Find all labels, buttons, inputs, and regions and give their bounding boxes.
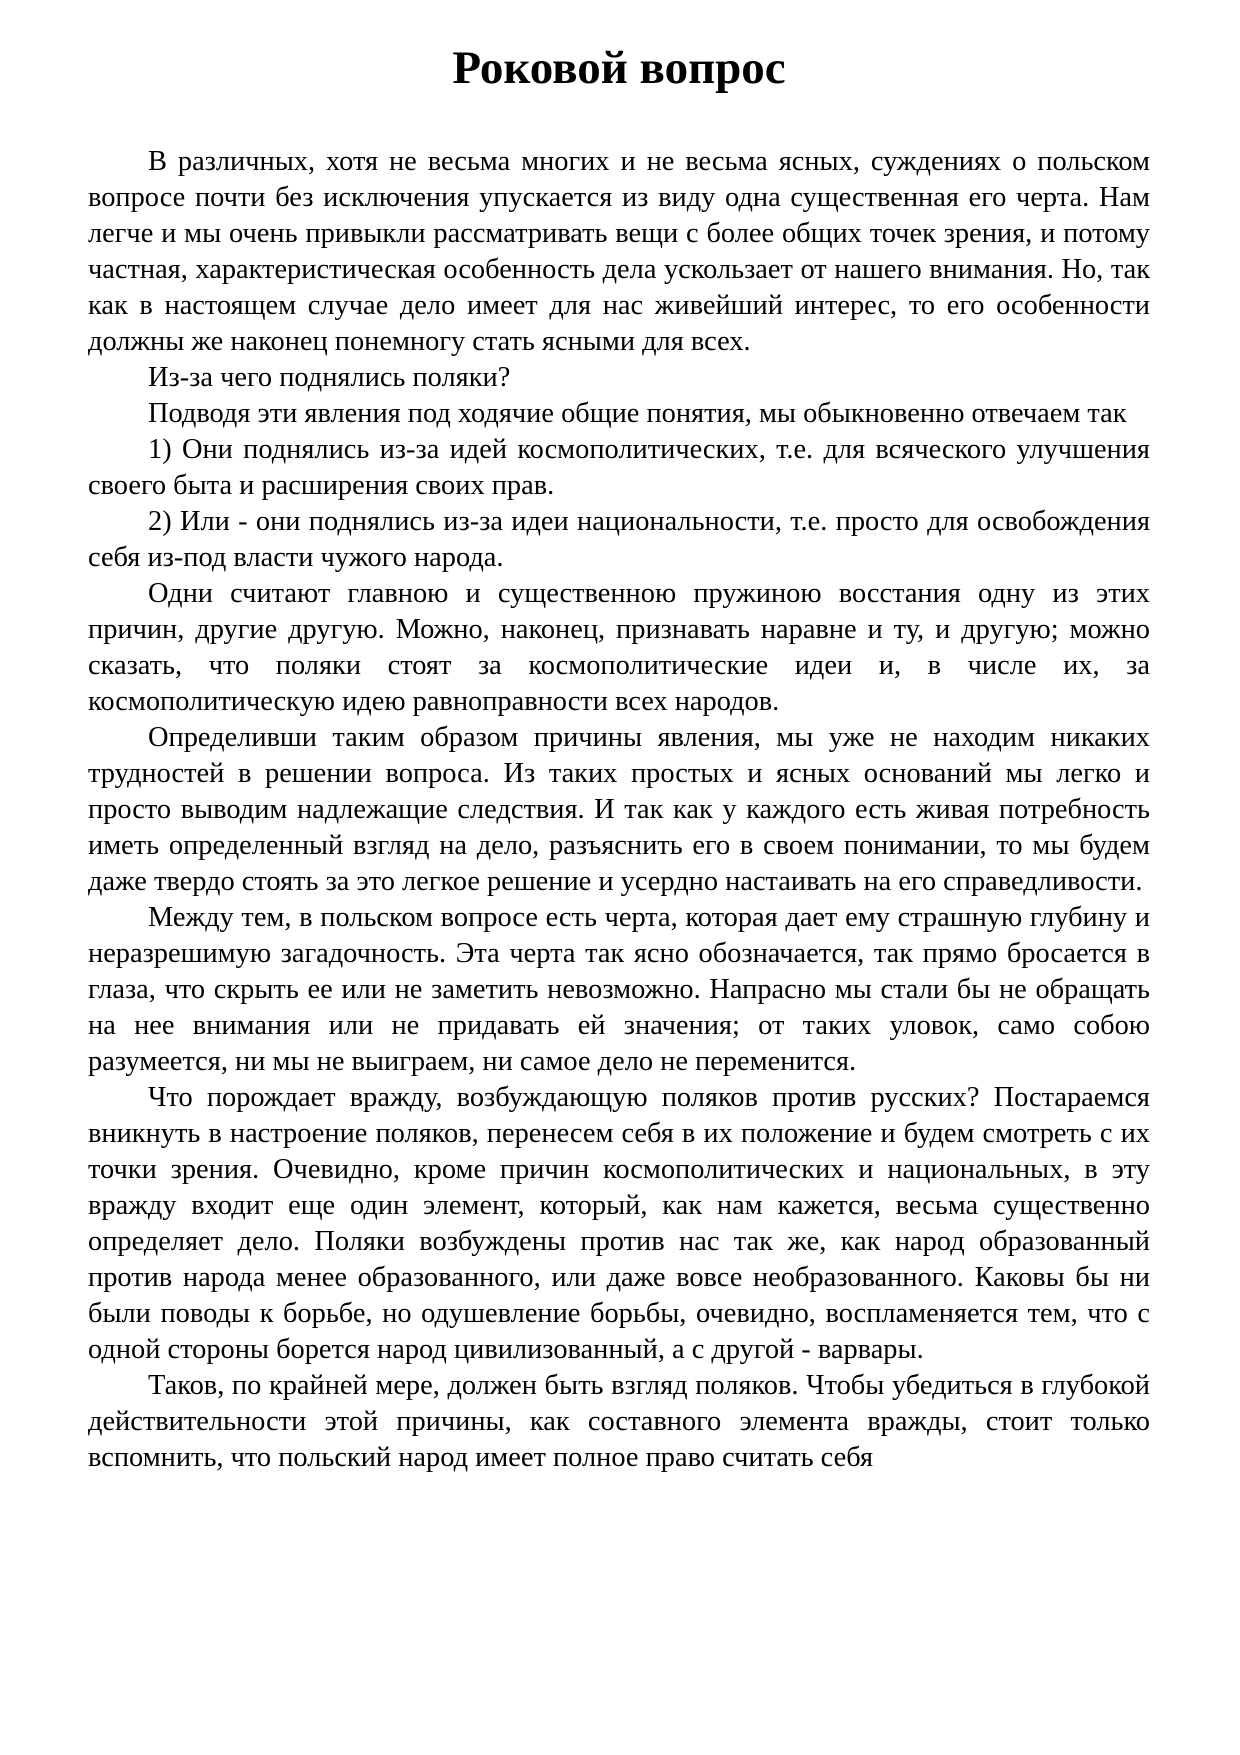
document-title: Роковой вопрос xyxy=(452,42,786,94)
paragraph: Что порождает вражду, возбуждающую поляков против русских? Постараемся вникнуть в настроение поляков, перенесем себя в их положение и будем смотреть с их точки зрения. Очевидно, кроме причин космополитических и национальных, в эту вражду входит еще один элемент, который, как нам кажется, весьма существенно определяет дело. Поляки возбуждены против нас так же, как народ образованный против народа менее образованного, или даже вовсе необразованного. Каковы бы ни были поводы к борьбе, но одушевление борьбы, очевидно, воспламеняется тем, что с одной стороны борется народ цивилизованный, а с другой - варвары. xyxy=(88,1082,1150,1366)
paragraph: Из-за чего поднялись поляки? xyxy=(148,362,511,394)
paragraph: 1) Они поднялись из-за идей космополитических, т.е. для всяческого улучшения своего быта и расширения своих прав. xyxy=(88,434,1150,502)
paragraph: Подводя эти явления под ходячие общие понятия, мы обыкновенно отвечаем так xyxy=(148,398,1127,430)
paragraph: Таков, по крайней мере, должен быть взгляд поляков. Чтобы убедиться в глубокой действительности этой причины, как составного элемента вражды, стоит только вспомнить, что польский народ имеет полное право считать себя xyxy=(88,1370,1150,1474)
paragraph: В различных, хотя не весьма многих и не весьма ясных, суждениях о польском вопросе почти без исключения упускается из виду одна существенная его черта. Нам легче и мы очень привыкли рассматривать вещи с более общих точек зрения, и потому частная, характеристическая особенность дела ускользает от нашего внимания. Но, так как в настоящем случае дело имеет для нас живейший интерес, то его особенности должны же наконец понемногу стать ясными для всех. xyxy=(88,146,1150,358)
paragraph: 2) Или - они поднялись из-за идеи национальности, т.е. просто для освобождения себя из-под власти чужого народа. xyxy=(88,506,1150,574)
paragraph: Определивши таким образом причины явления, мы уже не находим никаких трудностей в решении вопроса. Из таких простых и ясных оснований мы легко и просто выводим надлежащие следствия. И так как у каждого есть живая потребность иметь определенный взгляд на дело, разъяснить его в своем понимании, то мы будем даже твердо стоять за это легкое решение и усердно настаивать на его справедливости. xyxy=(88,722,1150,898)
paragraph: Между тем, в польском вопросе есть черта, которая дает ему страшную глубину и неразрешимую загадочность. Эта черта так ясно обозначается, так прямо бросается в глаза, что скрыть ее или не заметить невозможно. Напрасно мы стали бы не обращать на нее внимания или не придавать ей значения; от таких уловок, само собою разумеется, ни мы не выиграем, ни самое дело не переменится. xyxy=(88,902,1150,1078)
paragraph: Одни считают главною и существенною пружиною восстания одну из этих причин, другие другую. Можно, наконец, признавать наравне и ту, и другую; можно сказать, что поляки стоят за космополитические идеи и, в числе их, за космополитическую идею равноправности всех народов. xyxy=(88,578,1150,718)
document-page xyxy=(88,40,1150,1476)
document-body xyxy=(88,144,1150,1476)
